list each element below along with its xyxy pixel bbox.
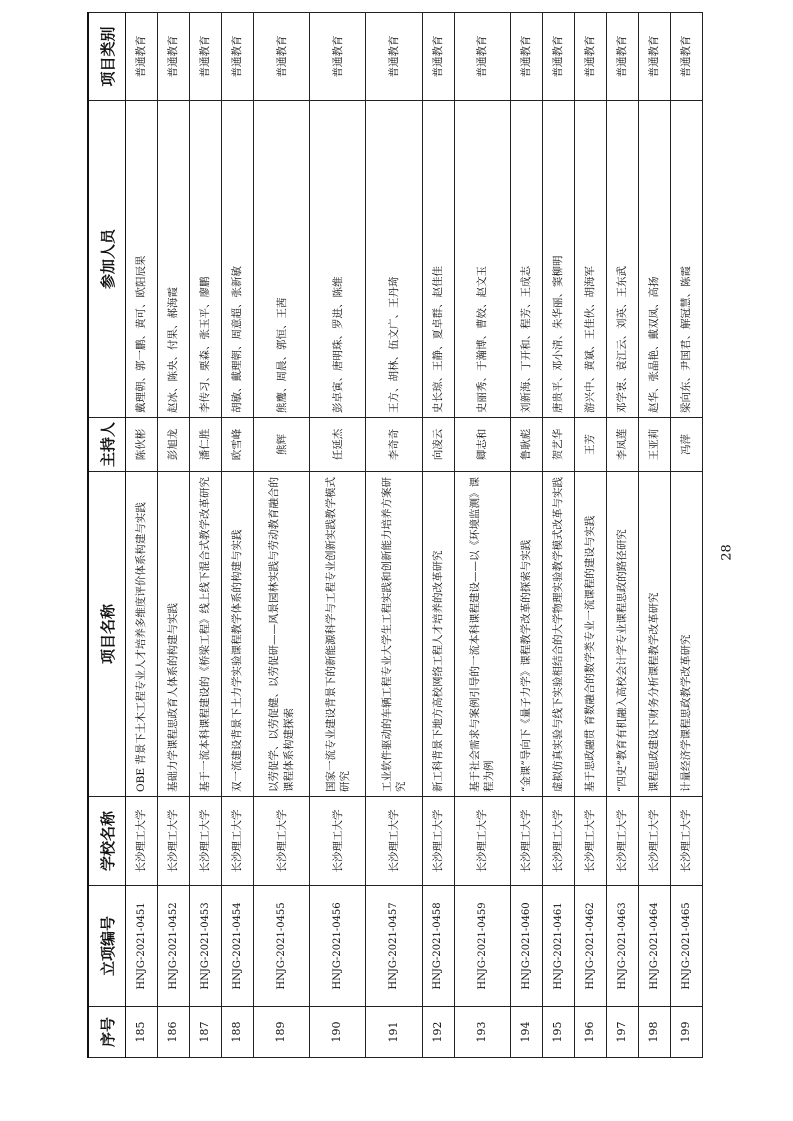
cell-members: 史丽秀、于瀚博、曹姣、赵文玉 xyxy=(454,101,510,418)
cell-host: 王亚莉 xyxy=(638,418,670,472)
table-body xyxy=(126,13,703,1058)
cell-school: 长沙理工大学 xyxy=(254,797,310,886)
header-members: 参加人员 xyxy=(88,101,126,418)
table-row xyxy=(542,13,574,1058)
cell-members: 梁向东、尹国君、解冠慧、陈霞 xyxy=(670,101,702,418)
cell-seq: 187 xyxy=(190,1007,222,1058)
cell-host: 鲁耿彪 xyxy=(510,418,542,472)
cell-category: 普通教育 xyxy=(670,13,702,101)
cell-school: 长沙理工大学 xyxy=(574,797,606,886)
table-row xyxy=(126,13,158,1058)
cell-category: 普通教育 xyxy=(510,13,542,101)
table-row xyxy=(158,13,190,1058)
cell-host: 卿志和 xyxy=(454,418,510,472)
cell-code: HNJG-2021-0463 xyxy=(606,886,638,1007)
cell-code: HNJG-2021-0452 xyxy=(158,886,190,1007)
cell-project: 基于社会需求与案例引导的一流本科课程建设——以《环境监测》课程为例 xyxy=(454,472,510,797)
cell-members: 游兴中、黄斌、王佳伙、胡海军 xyxy=(574,101,606,418)
cell-members: 赵冰、陈央、付果、郝海霞 xyxy=(158,101,190,418)
cell-seq: 197 xyxy=(606,1007,638,1058)
cell-host: 潘仁胜 xyxy=(190,418,222,472)
cell-code: HNJG-2021-0461 xyxy=(542,886,574,1007)
cell-code: HNJG-2021-0451 xyxy=(126,886,158,1007)
cell-school: 长沙理工大学 xyxy=(158,797,190,886)
header-seq: 序号 xyxy=(88,1007,126,1058)
cell-code: HNJG-2021-0458 xyxy=(422,886,454,1007)
cell-project: 工业软件驱动的车辆工程专业大学生工程实践和创新能力培养方案研究 xyxy=(366,472,422,797)
cell-host: 欧雪峰 xyxy=(222,418,254,472)
cell-project: “四史”教育有机融入高校会计学专业课程思政的路径研究 xyxy=(606,472,638,797)
header-school: 学校名称 xyxy=(88,797,126,886)
cell-category: 普通教育 xyxy=(190,13,222,101)
cell-category: 普通教育 xyxy=(310,13,366,101)
cell-seq: 189 xyxy=(254,1007,310,1058)
cell-category: 普通教育 xyxy=(158,13,190,101)
cell-code: HNJG-2021-0456 xyxy=(310,886,366,1007)
cell-host: 陈伙彬 xyxy=(126,418,158,472)
cell-members: 史长琼、王静、夏卓群、赵佳佳 xyxy=(422,101,454,418)
cell-members: 邓学衷、袁江云、刘英、王东武 xyxy=(606,101,638,418)
cell-project: 基于思政融贯 育数融合的数学类专业一流课程的建设与实践 xyxy=(574,472,606,797)
table-row xyxy=(310,13,366,1058)
cell-category: 普通教育 xyxy=(542,13,574,101)
cell-school: 长沙理工大学 xyxy=(222,797,254,886)
cell-host: 李凤莲 xyxy=(606,418,638,472)
cell-category: 普通教育 xyxy=(422,13,454,101)
cell-project: 双一流建设背景下土力学实验课程教学体系的构建与实践 xyxy=(222,472,254,797)
cell-category: 普通教育 xyxy=(606,13,638,101)
header-host: 主持人 xyxy=(88,418,126,472)
cell-seq: 198 xyxy=(638,1007,670,1058)
cell-host: 向凌云 xyxy=(422,418,454,472)
cell-members: 李传习、栗森、张玉平、廖鹏 xyxy=(190,101,222,418)
cell-code: HNJG-2021-0460 xyxy=(510,886,542,1007)
cell-host: 熊辉 xyxy=(254,418,310,472)
cell-code: HNJG-2021-0455 xyxy=(254,886,310,1007)
table-row xyxy=(606,13,638,1058)
cell-seq: 193 xyxy=(454,1007,510,1058)
header-project: 项目名称 xyxy=(88,472,126,797)
cell-category: 普通教育 xyxy=(638,13,670,101)
cell-members: 彭卓寅、唐明珠、罗进、陈维 xyxy=(310,101,366,418)
cell-category: 普通教育 xyxy=(454,13,510,101)
cell-host: 李奇奇 xyxy=(366,418,422,472)
cell-project: 课程思政建设下财务分析课程教学改革研究 xyxy=(638,472,670,797)
table-row xyxy=(422,13,454,1058)
cell-host: 彭旭龙 xyxy=(158,418,190,472)
cell-project: OBE 背景下土木工程专业人才培养多维度评价体系构建与实践 xyxy=(126,472,158,797)
table-row xyxy=(574,13,606,1058)
cell-seq: 191 xyxy=(366,1007,422,1058)
table-row xyxy=(254,13,310,1058)
table-row xyxy=(366,13,422,1058)
cell-seq: 196 xyxy=(574,1007,606,1058)
cell-school: 长沙理工大学 xyxy=(606,797,638,886)
cell-seq: 186 xyxy=(158,1007,190,1058)
cell-members: 胡敏、戴理朝、周意超、张新敏 xyxy=(222,101,254,418)
header-category: 项目类别 xyxy=(88,13,126,101)
table-row xyxy=(190,13,222,1058)
cell-category: 普通教育 xyxy=(574,13,606,101)
table-row xyxy=(638,13,670,1058)
cell-project: 新工科背景下地方高校网络工程人才培养的改革研究 xyxy=(422,472,454,797)
cell-seq: 190 xyxy=(310,1007,366,1058)
cell-seq: 194 xyxy=(510,1007,542,1058)
cell-project: 以劳促学、以劳促健、以劳促研——风景园林实践与劳动教育融合的课程体系构建探索 xyxy=(254,472,310,797)
cell-members: 戴理朝、郭一鹏、黄可、欧阳辰果 xyxy=(126,101,158,418)
cell-project: 计量经济学课程思政教学改革研究 xyxy=(670,472,702,797)
cell-code: HNJG-2021-0459 xyxy=(454,886,510,1007)
cell-project: 基础力学课程思政育人体系的构建与实践 xyxy=(158,472,190,797)
table-row xyxy=(670,13,702,1058)
table-header-row xyxy=(88,13,126,1058)
cell-school: 长沙理工大学 xyxy=(422,797,454,886)
cell-school: 长沙理工大学 xyxy=(510,797,542,886)
cell-project: 国家一流专业建设背景下的新能源科学与工程专业创新实践教学模式研究 xyxy=(310,472,366,797)
cell-code: HNJG-2021-0454 xyxy=(222,886,254,1007)
cell-members: 唐贵平、邓小清、朱华丽、窦柳明 xyxy=(542,101,574,418)
cell-school: 长沙理工大学 xyxy=(190,797,222,886)
rotated-table-container xyxy=(87,13,703,1058)
cell-category: 普通教育 xyxy=(366,13,422,101)
cell-category: 普通教育 xyxy=(126,13,158,101)
cell-seq: 199 xyxy=(670,1007,702,1058)
cell-school: 长沙理工大学 xyxy=(638,797,670,886)
cell-members: 赵华、张晶艳、戴双凤、高扬 xyxy=(638,101,670,418)
cell-seq: 185 xyxy=(126,1007,158,1058)
cell-code: HNJG-2021-0462 xyxy=(574,886,606,1007)
cell-category: 普通教育 xyxy=(254,13,310,101)
cell-code: HNJG-2021-0457 xyxy=(366,886,422,1007)
cell-host: 王芳 xyxy=(574,418,606,472)
cell-members: 王方、胡林、伍文广、王丹琦 xyxy=(366,101,422,418)
cell-project: 虚拟仿真实验与线下实验相结合的大学物理实验教学模式改革与实践 xyxy=(542,472,574,797)
cell-school: 长沙理工大学 xyxy=(670,797,702,886)
cell-project: “金课”导向下《量子力学》课程教学改革的探索与实践 xyxy=(510,472,542,797)
cell-seq: 195 xyxy=(542,1007,574,1058)
cell-school: 长沙理工大学 xyxy=(126,797,158,886)
cell-school: 长沙理工大学 xyxy=(366,797,422,886)
cell-project: 基于一流本科课程建设的《桥梁工程》线上线下混合式教学改革研究 xyxy=(190,472,222,797)
table-row xyxy=(454,13,510,1058)
cell-school: 长沙理工大学 xyxy=(454,797,510,886)
cell-members: 刘新海、丁开和、程芳、王成志 xyxy=(510,101,542,418)
cell-seq: 192 xyxy=(422,1007,454,1058)
cell-code: HNJG-2021-0453 xyxy=(190,886,222,1007)
cell-school: 长沙理工大学 xyxy=(542,797,574,886)
page-number: 28 xyxy=(719,544,735,561)
cell-category: 普通教育 xyxy=(222,13,254,101)
table-row xyxy=(222,13,254,1058)
cell-school: 长沙理工大学 xyxy=(310,797,366,886)
table-row xyxy=(510,13,542,1058)
project-table xyxy=(87,12,703,1058)
cell-host: 任延杰 xyxy=(310,418,366,472)
cell-seq: 188 xyxy=(222,1007,254,1058)
cell-code: HNJG-2021-0464 xyxy=(638,886,670,1007)
cell-host: 贺艺华 xyxy=(542,418,574,472)
cell-host: 冯萍 xyxy=(670,418,702,472)
cell-code: HNJG-2021-0465 xyxy=(670,886,702,1007)
cell-members: 熊鹰、周晨、郭恒、王茜 xyxy=(254,101,310,418)
header-code: 立项编号 xyxy=(88,886,126,1007)
